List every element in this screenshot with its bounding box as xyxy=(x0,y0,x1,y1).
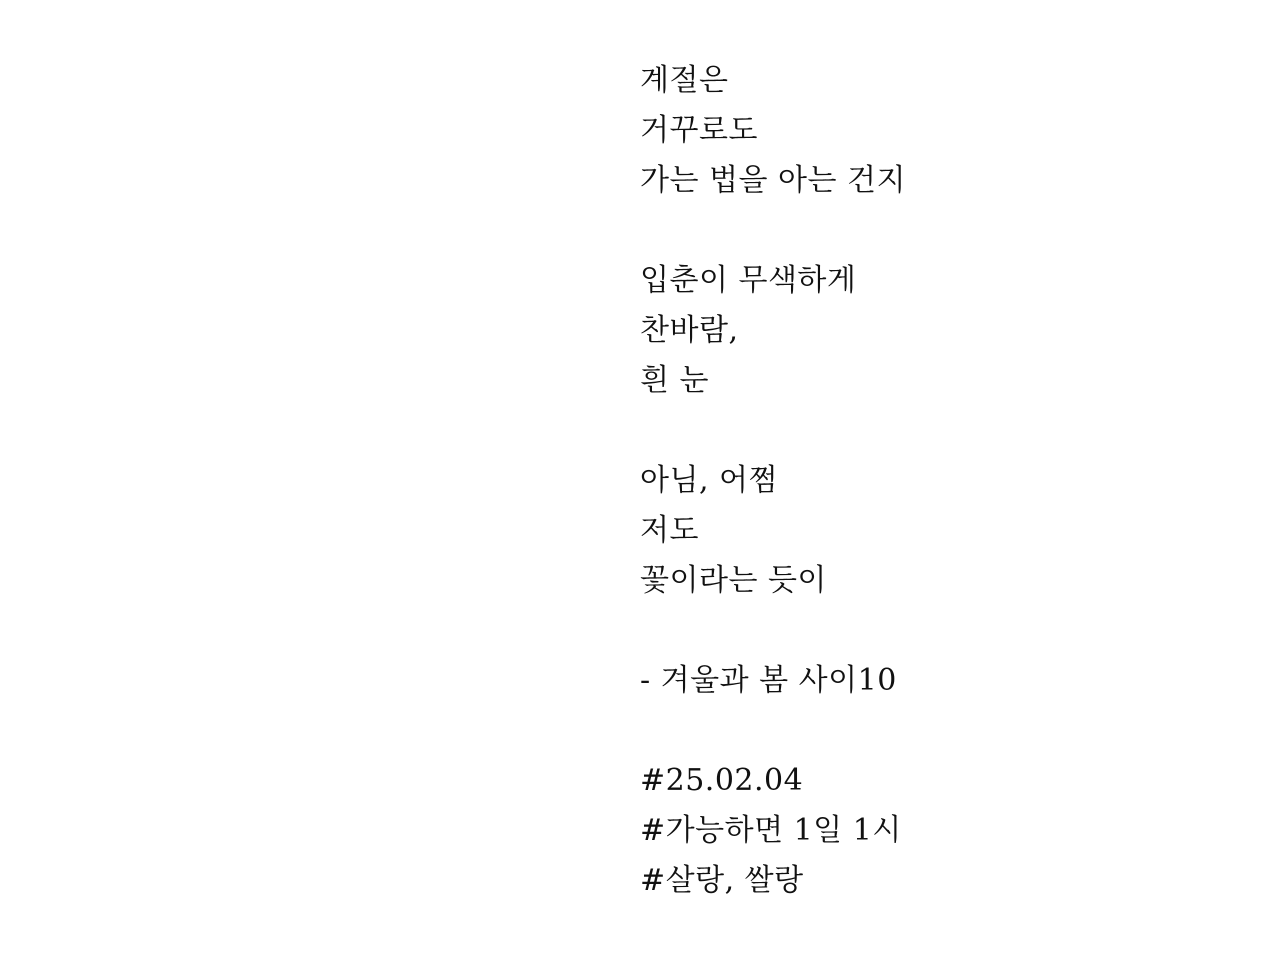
poem-line: 입춘이 무색하게 xyxy=(640,263,857,298)
poem-line: 아님, 어쩜 xyxy=(640,463,778,498)
hashtag-line: #25.02.04 xyxy=(640,763,804,798)
poem-attribution: - 겨울과 봄 사이10 xyxy=(640,663,897,698)
poem-line: 저도 xyxy=(640,513,699,548)
stanza-gap xyxy=(640,406,906,456)
stanza-gap xyxy=(640,706,906,756)
poem-line: 계절은 xyxy=(640,63,729,98)
hashtag-line: #가능하면 1일 1시 xyxy=(640,813,902,848)
hashtag-line: #살랑, 쌀랑 xyxy=(640,863,804,898)
poem-body xyxy=(640,56,906,906)
poem-line: 흰 눈 xyxy=(640,363,709,398)
poem-line: 거꾸로도 xyxy=(640,113,758,148)
poem-line: 꽃이라는 듯이 xyxy=(640,563,827,598)
poem-line: 가는 법을 아는 건지 xyxy=(640,163,906,198)
poem-line: 찬바람, xyxy=(640,313,739,348)
stanza-gap xyxy=(640,206,906,256)
stanza-gap xyxy=(640,606,906,656)
